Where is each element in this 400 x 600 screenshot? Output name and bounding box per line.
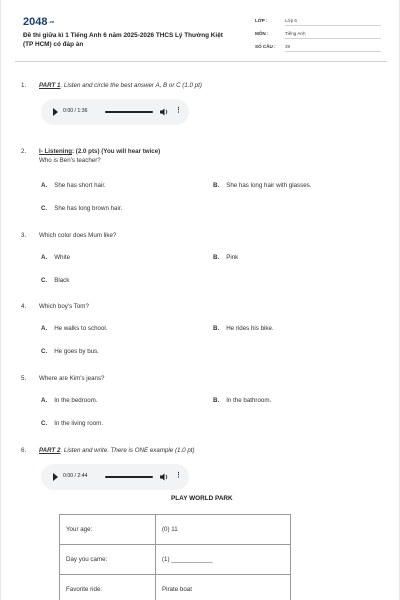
meta-row-count: [255, 42, 385, 55]
option-c[interactable]: C. In the living room.: [41, 420, 104, 427]
meta-value: Tiếng Anh: [285, 31, 381, 39]
audio-time: 0:00 / 1:36: [63, 108, 88, 114]
option-a[interactable]: A. White: [41, 254, 71, 261]
play-icon[interactable]: [53, 108, 58, 116]
audio-time: 0:00 / 2:44: [63, 473, 88, 479]
meta-label: LỚP :: [255, 18, 268, 23]
option-a[interactable]: A. He walks to school.: [41, 325, 108, 332]
question-text: Which boy's Tom?: [39, 303, 89, 310]
meta-row-subject: [255, 29, 385, 42]
volume-icon[interactable]: [159, 107, 169, 117]
meta-row-class: [255, 16, 385, 29]
table-cell-value: Pirate boat: [156, 575, 291, 600]
option-b[interactable]: B. Pink: [213, 254, 239, 261]
site-logo[interactable]: $2048_{.vn}$: [23, 16, 55, 28]
question-text: PART 1. Listen and circle the best answer A, B or C (1.0 pt): [39, 82, 202, 89]
question-text: Where are Kim's jeans?: [39, 375, 105, 382]
question-number: 5.: [21, 375, 27, 382]
table-cell-label: Favorite ride:: [60, 575, 156, 600]
option-c[interactable]: C. Black: [41, 277, 70, 284]
question-number: 2.: [21, 148, 27, 155]
audio-player-2: [41, 464, 189, 490]
audio-progress-bar[interactable]: [105, 476, 153, 478]
option-c[interactable]: C. She has long brown hair.: [41, 205, 123, 212]
option-b[interactable]: B. He rides his bike.: [213, 325, 274, 332]
meta-label: MÔN :: [255, 31, 269, 36]
more-options-icon[interactable]: ⋮: [175, 472, 182, 479]
table-cell-label: Your age:: [60, 515, 156, 545]
more-options-icon[interactable]: ⋮: [175, 107, 182, 114]
meta-label: SỐ CÂU :: [255, 44, 276, 49]
question-number: 1.: [21, 82, 27, 89]
table-cell-value: (0) 11: [156, 515, 291, 545]
question-number: 3.: [21, 232, 27, 239]
question-number: 6.: [21, 447, 27, 454]
play-icon[interactable]: [53, 473, 58, 481]
meta-box: [255, 16, 385, 55]
park-title: PLAY WORLD PARK: [171, 495, 233, 502]
meta-value: 39: [285, 44, 381, 52]
park-info-table: [59, 514, 291, 600]
worksheet-header: [15, 10, 387, 62]
option-b[interactable]: B. In the bathroom.: [213, 397, 272, 404]
question-text: PART 2. Listen and write. There is ONE example (1.0 pt): [39, 447, 195, 454]
question-text: I- Listening: (2.0 pts) (You will hear twice) Who is Ben's teacher?: [39, 148, 161, 164]
option-b[interactable]: B. She has long hair with glasses.: [213, 182, 312, 189]
question-text: Which color does Mum like?: [39, 232, 117, 239]
question-number: 4.: [21, 303, 27, 310]
option-a[interactable]: A. In the bedroom.: [41, 397, 98, 404]
document-title: Đề thi giữa kì 1 Tiếng Anh 6 năm 2025-2026 THCS Lý Thường Kiệt (TP HCM) có đáp án: [23, 32, 223, 48]
option-a[interactable]: A. She has short hair.: [41, 182, 106, 189]
audio-player-1: [41, 99, 189, 125]
audio-progress-bar[interactable]: [105, 111, 153, 113]
option-c[interactable]: C. He goes by bus.: [41, 348, 99, 355]
table-row: [60, 515, 291, 545]
table-row: [60, 545, 291, 575]
meta-value: Lớp 6: [285, 18, 381, 26]
volume-icon[interactable]: [159, 472, 169, 482]
table-cell-label: Day you came:: [60, 545, 156, 575]
table-row: [60, 575, 291, 600]
table-cell-value[interactable]: (1) ____________: [156, 545, 291, 575]
